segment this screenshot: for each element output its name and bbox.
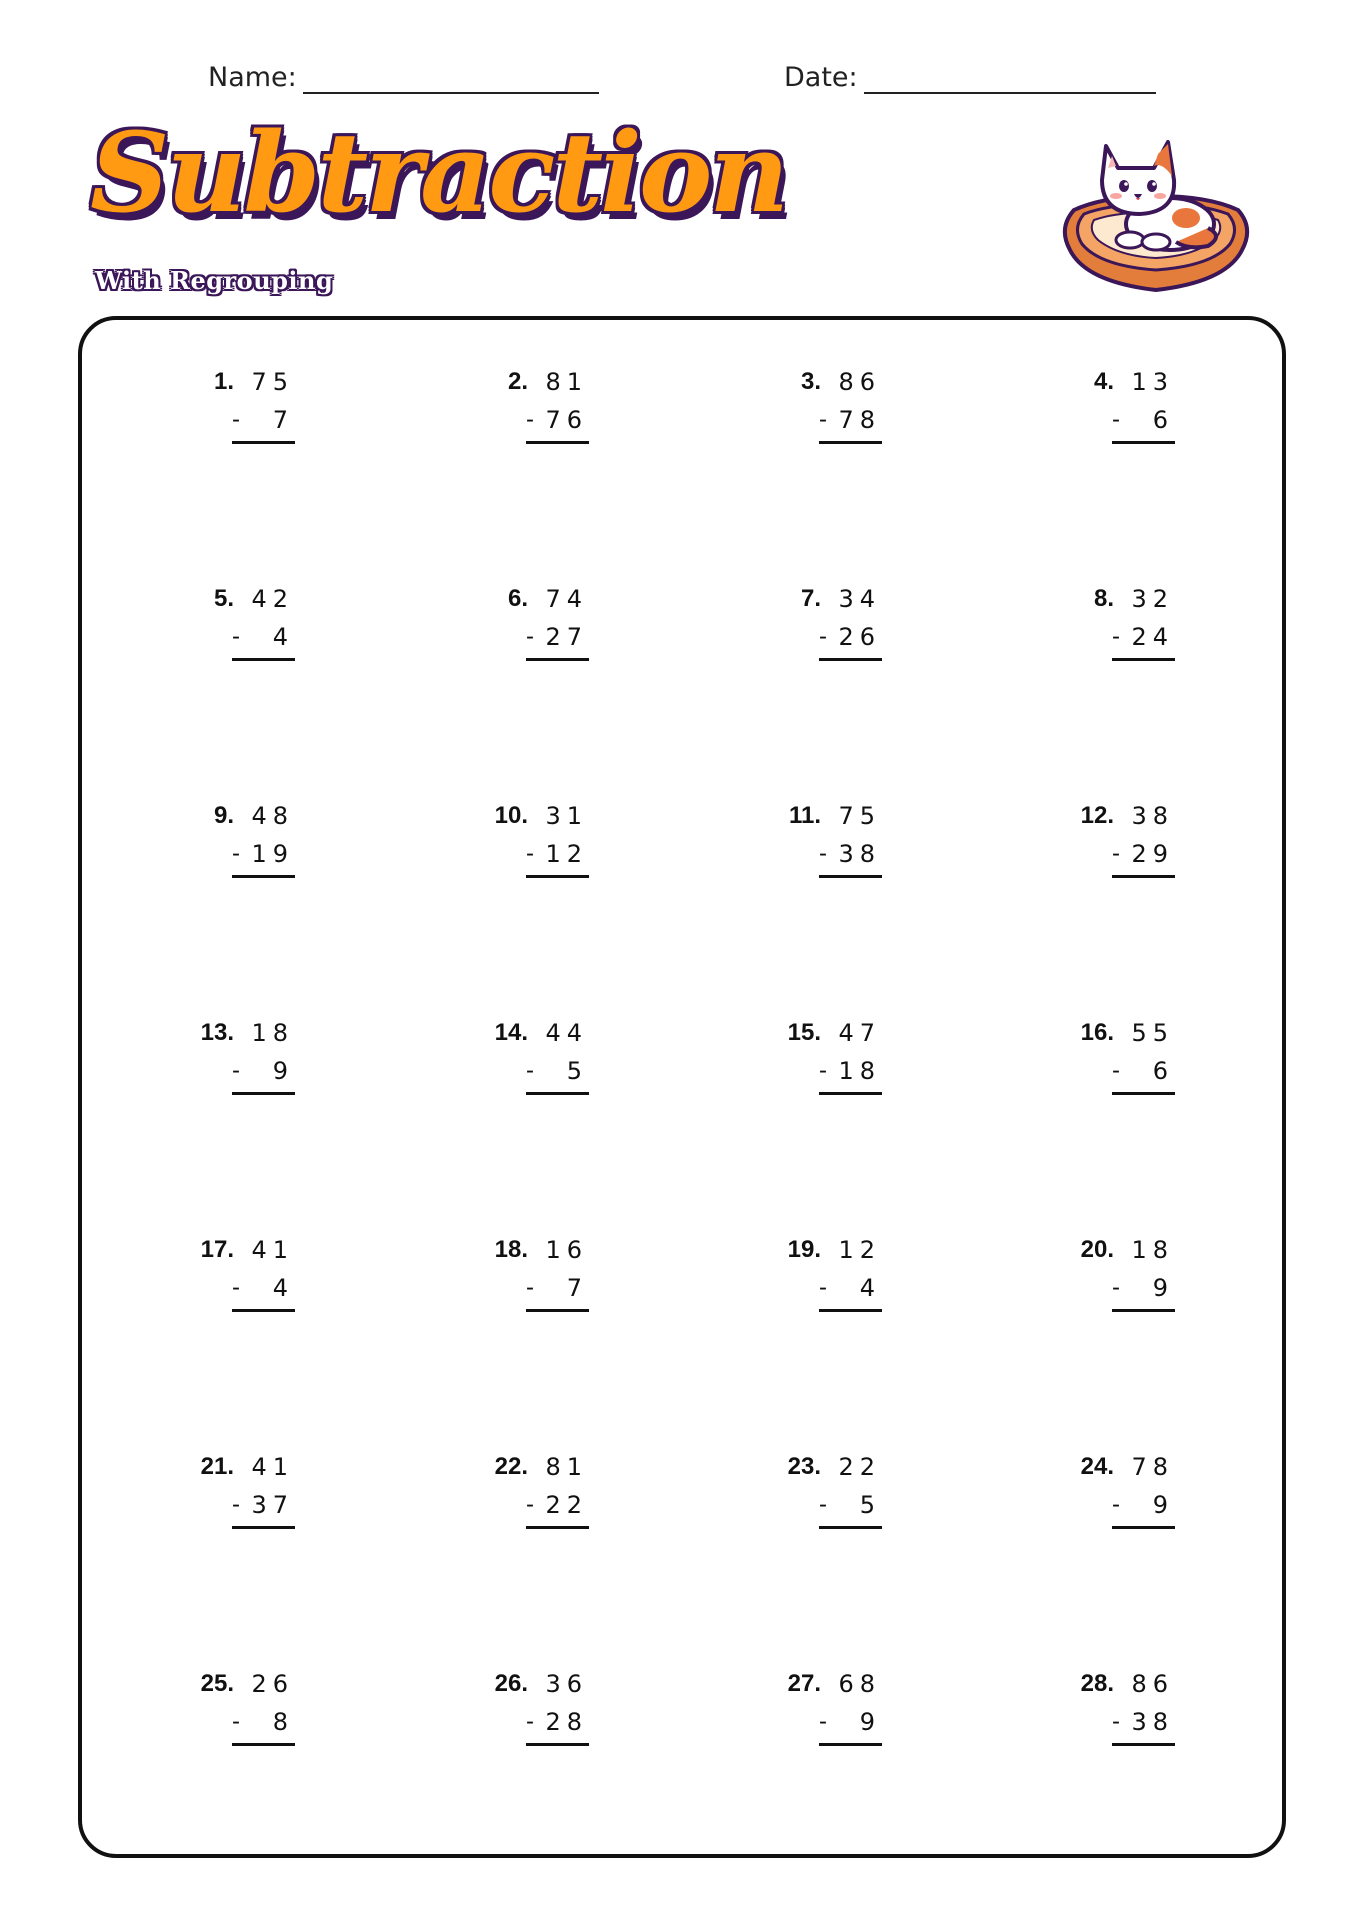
answer-line[interactable]: [526, 441, 589, 444]
answer-line[interactable]: [1112, 1092, 1175, 1095]
minus-sign: -: [526, 406, 534, 433]
subtrahend: 7: [272, 406, 294, 434]
answer-line[interactable]: [1112, 658, 1175, 661]
subtraction-problem: [765, 1234, 885, 1314]
subtraction-problem: [1058, 1234, 1178, 1314]
worksheet-subtitle: With Regrouping: [95, 266, 334, 295]
problem-number: 5.: [213, 585, 234, 612]
problem-number: 4.: [1093, 368, 1114, 395]
minus-sign: -: [1112, 623, 1120, 650]
minuend: 36: [545, 1670, 588, 1698]
cat-on-toast-icon: [1058, 132, 1254, 298]
minuend: 41: [251, 1236, 294, 1264]
minus-sign: -: [232, 840, 240, 867]
subtraction-problem: [1058, 1668, 1178, 1748]
subtrahend: 28: [545, 1708, 588, 1736]
problem-number: 23.: [787, 1453, 821, 1480]
subtrahend: 18: [838, 1057, 881, 1085]
minuend: 81: [545, 368, 588, 396]
subtraction-problem: [472, 800, 592, 880]
minus-sign: -: [232, 1274, 240, 1301]
subtraction-problem: [1058, 800, 1178, 880]
problem-number: 13.: [200, 1019, 234, 1046]
problem-number: 11.: [788, 802, 821, 829]
subtrahend: 8: [272, 1708, 294, 1736]
minus-sign: -: [1112, 406, 1120, 433]
minus-sign: -: [232, 1491, 240, 1518]
problem-number: 3.: [800, 368, 821, 395]
minus-sign: -: [526, 1708, 534, 1735]
minus-sign: -: [232, 1708, 240, 1735]
minuend: 31: [545, 802, 588, 830]
answer-line[interactable]: [819, 1743, 882, 1746]
subtrahend: 5: [566, 1057, 588, 1085]
answer-line[interactable]: [232, 1092, 295, 1095]
minuend: 22: [838, 1453, 881, 1481]
problem-number: 1.: [213, 368, 234, 395]
minuend: 74: [545, 585, 588, 613]
subtrahend: 5: [859, 1491, 881, 1519]
minus-sign: -: [526, 840, 534, 867]
answer-line[interactable]: [819, 1526, 882, 1529]
answer-line[interactable]: [819, 441, 882, 444]
minuend: 18: [251, 1019, 294, 1047]
problem-number: 20.: [1080, 1236, 1114, 1263]
minus-sign: -: [819, 1708, 827, 1735]
subtraction-problem: [1058, 1017, 1178, 1097]
answer-line[interactable]: [526, 1743, 589, 1746]
subtrahend: 4: [859, 1274, 881, 1302]
minuend: 86: [1131, 1670, 1174, 1698]
subtraction-problem: [1058, 366, 1178, 446]
minus-sign: -: [526, 1491, 534, 1518]
subtraction-problem: [1058, 583, 1178, 663]
problem-number: 27.: [787, 1670, 821, 1697]
answer-line[interactable]: [819, 658, 882, 661]
minuend: 12: [838, 1236, 881, 1264]
minuend: 86: [838, 368, 881, 396]
problem-number: 9.: [213, 802, 234, 829]
minus-sign: -: [1112, 1491, 1120, 1518]
minuend: 78: [1131, 1453, 1174, 1481]
minuend: 26: [251, 1670, 294, 1698]
minus-sign: -: [819, 840, 827, 867]
minuend: 75: [251, 368, 294, 396]
subtrahend: 78: [838, 406, 881, 434]
minus-sign: -: [526, 1057, 534, 1084]
subtraction-problem: [765, 1668, 885, 1748]
minus-sign: -: [1112, 840, 1120, 867]
subtraction-problem: [472, 1234, 592, 1314]
subtrahend: 29: [1131, 840, 1174, 868]
subtrahend: 9: [1152, 1491, 1174, 1519]
answer-line[interactable]: [232, 658, 295, 661]
subtrahend: 76: [545, 406, 588, 434]
subtraction-problem: [178, 583, 298, 663]
problem-number: 12.: [1080, 802, 1114, 829]
subtraction-problem: [765, 366, 885, 446]
subtraction-problem: [178, 1451, 298, 1531]
subtrahend: 9: [859, 1708, 881, 1736]
subtrahend: 6: [1152, 1057, 1174, 1085]
minuend: 41: [251, 1453, 294, 1481]
subtrahend: 4: [272, 623, 294, 651]
subtrahend: 7: [566, 1274, 588, 1302]
date-field-line[interactable]: [864, 92, 1156, 94]
answer-line[interactable]: [526, 1526, 589, 1529]
problem-number: 17.: [200, 1236, 234, 1263]
problem-number: 25.: [200, 1670, 234, 1697]
minuend: 81: [545, 1453, 588, 1481]
problem-number: 6.: [507, 585, 528, 612]
problem-number: 14.: [494, 1019, 528, 1046]
answer-line[interactable]: [1112, 875, 1175, 878]
minus-sign: -: [232, 623, 240, 650]
problem-number: 15.: [787, 1019, 821, 1046]
subtraction-problem: [765, 800, 885, 880]
answer-line[interactable]: [1112, 1743, 1175, 1746]
minuend: 16: [545, 1236, 588, 1264]
answer-line[interactable]: [232, 1526, 295, 1529]
minus-sign: -: [819, 406, 827, 433]
subtraction-problem: [178, 366, 298, 446]
subtraction-problem: [765, 1017, 885, 1097]
subtrahend: 38: [1131, 1708, 1174, 1736]
subtrahend: 24: [1131, 623, 1174, 651]
answer-line[interactable]: [232, 1309, 295, 1312]
problem-number: 7.: [800, 585, 821, 612]
answer-line[interactable]: [232, 441, 295, 444]
minuend: 34: [838, 585, 881, 613]
name-field-line[interactable]: [303, 92, 599, 94]
minuend: 32: [1131, 585, 1174, 613]
answer-line[interactable]: [819, 1309, 882, 1312]
minuend: 38: [1131, 802, 1174, 830]
answer-line[interactable]: [1112, 1309, 1175, 1312]
problem-number: 8.: [1093, 585, 1114, 612]
answer-line[interactable]: [232, 875, 295, 878]
minuend: 75: [838, 802, 881, 830]
minuend: 55: [1131, 1019, 1174, 1047]
minus-sign: -: [819, 1491, 827, 1518]
minus-sign: -: [232, 1057, 240, 1084]
problem-number: 22.: [494, 1453, 528, 1480]
answer-line[interactable]: [526, 658, 589, 661]
answer-line[interactable]: [526, 875, 589, 878]
minus-sign: -: [526, 623, 534, 650]
minuend: 18: [1131, 1236, 1174, 1264]
subtrahend: 19: [251, 840, 294, 868]
subtrahend: 12: [545, 840, 588, 868]
subtraction-problem: [472, 1017, 592, 1097]
minus-sign: -: [819, 1057, 827, 1084]
subtraction-problem: [472, 583, 592, 663]
subtrahend: 9: [272, 1057, 294, 1085]
subtrahend: 9: [1152, 1274, 1174, 1302]
minus-sign: -: [526, 1274, 534, 1301]
subtraction-problem: [178, 1017, 298, 1097]
subtraction-problem: [472, 1451, 592, 1531]
problem-number: 21.: [200, 1453, 234, 1480]
minus-sign: -: [819, 623, 827, 650]
minus-sign: -: [1112, 1057, 1120, 1084]
problem-number: 24.: [1080, 1453, 1114, 1480]
problem-number: 28.: [1080, 1670, 1114, 1697]
date-label: Date:: [784, 62, 858, 93]
problem-number: 19.: [787, 1236, 821, 1263]
minus-sign: -: [1112, 1708, 1120, 1735]
answer-line[interactable]: [1112, 1526, 1175, 1529]
answer-line[interactable]: [232, 1743, 295, 1746]
answer-line[interactable]: [819, 875, 882, 878]
minuend: 42: [251, 585, 294, 613]
minuend: 47: [838, 1019, 881, 1047]
subtraction-problem: [472, 366, 592, 446]
minuend: 68: [838, 1670, 881, 1698]
subtraction-problem: [472, 1668, 592, 1748]
problem-number: 18.: [494, 1236, 528, 1263]
minus-sign: -: [232, 406, 240, 433]
minus-sign: -: [1112, 1274, 1120, 1301]
minuend: 44: [545, 1019, 588, 1047]
subtraction-problem: [1058, 1451, 1178, 1531]
subtrahend: 6: [1152, 406, 1174, 434]
name-label: Name:: [208, 62, 297, 93]
subtraction-problem: [178, 800, 298, 880]
subtraction-problem: [765, 1451, 885, 1531]
subtraction-problem: [178, 1668, 298, 1748]
minuend: 13: [1131, 368, 1174, 396]
problem-number: 2.: [507, 368, 528, 395]
problem-number: 16.: [1080, 1019, 1114, 1046]
minus-sign: -: [819, 1274, 827, 1301]
subtrahend: 37: [251, 1491, 294, 1519]
answer-line[interactable]: [1112, 441, 1175, 444]
problem-number: 10.: [494, 802, 528, 829]
answer-line[interactable]: [819, 1092, 882, 1095]
minuend: 48: [251, 802, 294, 830]
subtrahend: 38: [838, 840, 881, 868]
answer-line[interactable]: [526, 1092, 589, 1095]
worksheet-title: Subtraction: [90, 108, 787, 237]
answer-line[interactable]: [526, 1309, 589, 1312]
subtrahend: 22: [545, 1491, 588, 1519]
problem-number: 26.: [494, 1670, 528, 1697]
subtrahend: 27: [545, 623, 588, 651]
subtrahend: 4: [272, 1274, 294, 1302]
subtrahend: 26: [838, 623, 881, 651]
subtraction-problem: [765, 583, 885, 663]
subtraction-problem: [178, 1234, 298, 1314]
